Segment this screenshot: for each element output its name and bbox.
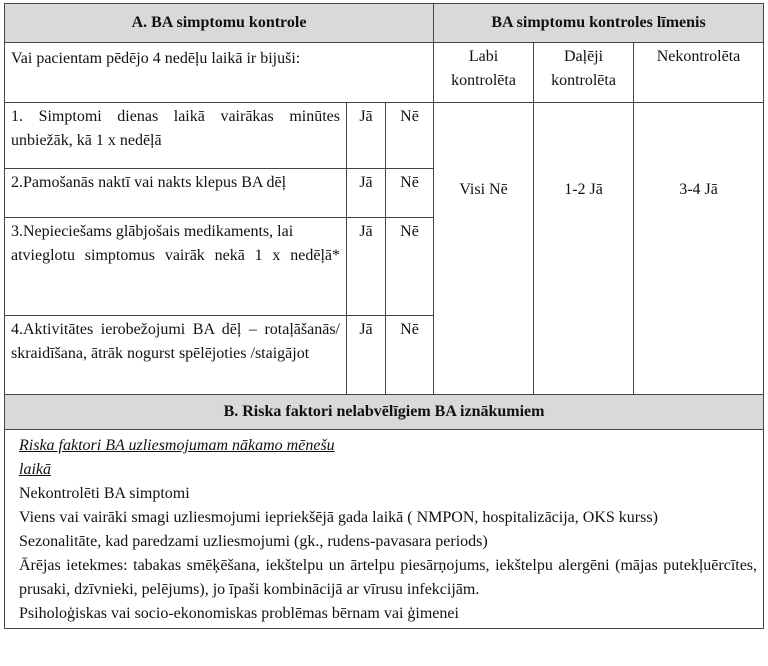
result-well-controlled: Visi Nē [434,103,534,395]
section-b-header-row [5,395,764,430]
risk-factors-heading-cont: laikā [19,461,51,478]
no-option: Nē [386,218,434,316]
symptom-text-continued: atvieglotu simptomus vairāk nekā 1 x nedēļā* [11,247,340,264]
symptom-text: 2.Pamošanās naktī vai nakts klepus BA dēļ [5,169,347,218]
symptom-text: 1. Simptomi dienas laikā vairākas minūtes unbiežāk, kā 1 x nedēļā [5,103,347,169]
yes-option: Jā [347,103,386,169]
risk-factors-cell [5,430,764,629]
level-label-line1: Labi [468,48,499,65]
section-b-title: B. Riska faktori nelabvēlīgiem BA iznākumiem [5,395,764,430]
risk-factors-heading: Riska faktori BA uzliesmojumam nākamo mēnešu [19,437,335,454]
symptom-cell [5,218,347,316]
question-row [5,43,764,103]
control-level-title: BA simptomu kontroles līmenis [434,4,764,43]
level-label-line2: kontrolēta [451,72,516,89]
risk-factor-item: Nekontrolēti BA simptomi [19,485,190,502]
risk-factor-item: Ārējas ietekmes: tabakas smēķēšana, iekštelpu un ārtelpu piesārņojums, iekštelpu alergēni (mājas putekļuērcītes, prusaki, dzīvnieki, pelējums), jo īpaši kombinācijā ar vīrusu infekcijām. [19,557,758,598]
no-option: Nē [386,103,434,169]
level-label-line1: Daļēji [563,48,604,65]
level-label-line1: Nekontrolēta [656,48,741,65]
asthma-control-table [4,3,764,629]
yes-option: Jā [347,169,386,218]
result-partly-controlled: 1-2 Jā [534,103,634,395]
level-well-controlled [434,43,534,103]
risk-factors-row [5,430,764,629]
risk-factor-item: Sezonalitāte, kad paredzami uzliesmojumi (gk., rudens-pavasara periods) [19,533,488,550]
result-uncontrolled: 3-4 Jā [634,103,764,395]
yes-option: Jā [347,316,386,395]
yes-option: Jā [347,218,386,316]
header-row [5,4,764,43]
level-partly-controlled [534,43,634,103]
section-a-title: A. BA simptomu kontrole [5,4,434,43]
no-option: Nē [386,169,434,218]
symptom-text: 3.Nepieciešams glābjošais medikaments, lai [11,223,294,240]
level-uncontrolled [634,43,764,103]
symptom-row [5,103,764,169]
symptom-text: 4.Aktivitātes ierobežojumi BA dēļ – rotaļāšanās/ skraidīšana, ātrāk nogurst spēlējoties /staigājot [5,316,347,395]
risk-factor-item: Viens vai vairāki smagi uzliesmojumi iepriekšējā gada laikā ( NMPON, hospitalizācija, OKS kurss) [19,509,658,526]
level-label-line2: kontrolēta [551,72,616,89]
no-option: Nē [386,316,434,395]
risk-factor-item: Psiholoģiskas vai socio-ekonomiskas problēmas bērnam vai ģimenei [19,605,459,622]
question-text: Vai pacientam pēdējo 4 nedēļu laikā ir bijuši: [5,43,434,103]
